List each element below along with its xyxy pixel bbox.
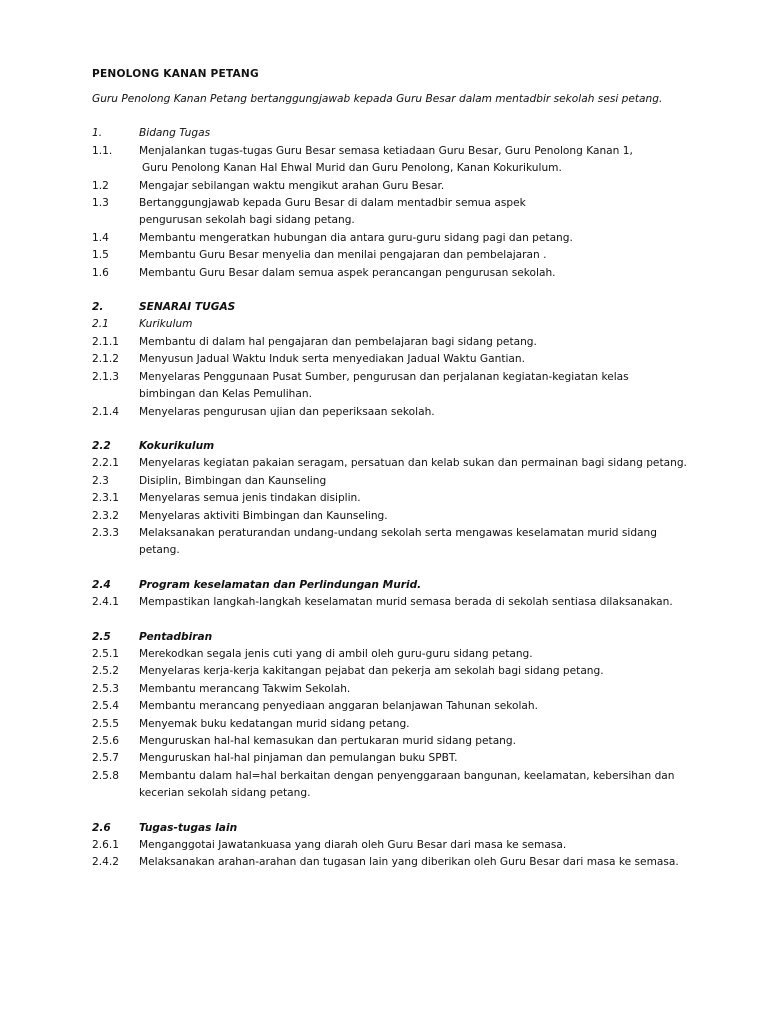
section-number: 2.5 [92,630,111,643]
section-heading: Program keselamatan dan Perlindungan Murid. [139,578,422,591]
document-intro: Guru Penolong Kanan Petang bertanggungjawab kepada Guru Besar dalam mentadbir sekolah sesi petang. [92,93,663,105]
item-number: 2.4.2 [92,856,119,869]
item-number: 2.1.3 [92,370,119,383]
item-text: Mengajar sebilangan waktu mengikut arahan Guru Besar. [139,179,445,192]
item-number: 2.4.1 [92,596,119,609]
item-text: Menyelaras kerja-kerja kakitangan pejabat dan pekerja am sekolah bagi sidang petang. [139,665,604,678]
item-text: Membantu di dalam hal pengajaran dan pembelajaran bagi sidang petang. [139,335,537,348]
item-number: 2.3.3 [92,526,119,539]
section-number: 1. [92,127,103,140]
item-text: Membantu mengeratkan hubungan dia antara guru-guru sidang pagi dan petang. [139,231,573,244]
item-number: 1.4 [92,231,109,244]
item-number: 2.6.1 [92,839,119,852]
section-heading: Pentadbiran [139,630,213,643]
item-number: 2.5.8 [92,769,119,782]
item-number: 2.5.4 [92,700,119,713]
section-kokurikulum [92,438,732,560]
item-number: 2.5.3 [92,682,119,695]
list-item [92,716,732,733]
item-text: Melaksanakan arahan-arahan dan tugasan lain yang diberikan oleh Guru Besar dari masa ke semasa. [139,856,679,869]
item-continuation: Guru Penolong Kanan Hal Ehwal Murid dan Guru Penolong, Kanan Kokurikulum. [142,162,562,175]
item-text: Menyusun Jadual Waktu Induk serta menyediakan Jadual Waktu Gantian. [139,353,525,366]
list-item [92,265,732,282]
item-number: 2.5.1 [92,647,119,660]
list-item [92,681,732,698]
list-item [92,698,732,715]
document-title: PENOLONG KANAN PETANG [92,68,259,80]
list-item [92,369,732,386]
item-text: Membantu merancang Takwim Sekolah. [139,682,351,695]
section-heading-row [92,577,732,594]
subsection-heading: Kurikulum [139,318,193,331]
list-item [92,473,732,490]
item-continuation: pengurusan sekolah bagi sidang petang. [139,214,355,227]
item-text: Bertanggungjawab kepada Guru Besar di dalam mentadbir semua aspek [139,197,526,210]
list-item [92,768,732,785]
item-continuation: kecerian sekolah sidang petang. [139,787,311,800]
item-text: Menganggotai Jawatankuasa yang diarah oleh Guru Besar dari masa ke semasa. [139,839,567,852]
item-number: 1.3 [92,197,109,210]
item-text: Mempastikan langkah-langkah keselamatan murid semasa berada di sekolah sentiasa dilaksanakan. [139,596,673,609]
list-item [92,854,732,871]
item-number: 2.1.2 [92,353,119,366]
item-number: 2.3.2 [92,509,119,522]
item-text: Menyelaras Penggunaan Pusat Sumber, pengurusan dan perjalanan kegiatan-kegiatan kelas [139,370,629,383]
section-heading-row [92,125,732,142]
item-text: Merekodkan segala jenis cuti yang di ambil oleh guru-guru sidang petang. [139,647,533,660]
list-item [92,351,732,368]
item-text: Melaksanakan peraturandan undang-undang sekolah serta mengawas keselamatan murid sidang [139,526,657,539]
item-text: Menyelaras semua jenis tindakan disiplin. [139,492,361,505]
list-item [92,508,732,525]
list-item [92,646,732,663]
section-heading-row [92,299,732,316]
item-text: Membantu Guru Besar menyelia dan menilai pengajaran dan pembelajaran . [139,249,547,262]
list-item [92,837,732,854]
list-item [92,230,732,247]
item-text: Menyelaras kegiatan pakaian seragam, persatuan dan kelab sukan dan permainan bagi sidang petang. [139,457,687,470]
list-item [92,525,732,542]
item-number: 2.5.7 [92,752,119,765]
item-number: 1.6 [92,266,109,279]
list-item [92,490,732,507]
list-item [92,404,732,421]
document-page [92,66,732,889]
list-item [92,663,732,680]
item-text: Menyemak buku kedatangan murid sidang petang. [139,717,410,730]
section-program-keselamatan [92,577,732,612]
item-text: Menguruskan hal-hal pinjaman dan pemulangan buku SPBT. [139,752,458,765]
item-text: Membantu dalam hal=hal berkaitan dengan penyenggaraan bangunan, keelamatan, kebersihan dan [139,769,675,782]
section-heading-row [92,438,732,455]
item-text: Membantu merancang penyediaan anggaran belanjawan Tahunan sekolah. [139,700,538,713]
section-heading: SENARAI TUGAS [139,301,236,314]
item-number: 2.1.4 [92,405,119,418]
section-heading: Bidang Tugas [139,127,211,140]
item-number: 2.5.2 [92,665,119,678]
section-number: 2. [92,301,104,314]
section-pentadbiran [92,629,732,803]
section-heading-row [92,820,732,837]
item-number: 1.2 [92,179,109,192]
section-heading: Kokurikulum [139,439,215,452]
item-text: Disiplin, Bimbingan dan Kaunseling [139,474,327,487]
item-text: Menyelaras aktiviti Bimbingan dan Kaunseling. [139,509,388,522]
section-number: 2.6 [92,821,111,834]
item-text: Menguruskan hal-hal kemasukan dan pertukaran murid sidang petang. [139,735,516,747]
section-heading-row [92,629,732,646]
subsection-heading-row [92,316,732,333]
list-item [92,178,732,195]
section-bidang-tugas [92,125,732,282]
list-item [92,750,732,767]
list-item [92,195,732,212]
list-item [92,455,732,472]
item-number: 1.5 [92,249,109,262]
item-number: 2.3 [92,474,109,487]
item-number: 2.5.5 [92,717,119,730]
subsection-number: 2.1 [92,318,109,331]
item-number: 2.1.1 [92,335,119,348]
section-senarai-tugas [92,299,732,421]
list-item [92,334,732,351]
item-number: 2.3.1 [92,492,119,505]
item-text: Menjalankan tugas-tugas Guru Besar semasa ketiadaan Guru Besar, Guru Penolong Kanan 1, [139,144,633,157]
item-number: 2.2.1 [92,457,119,470]
list-item [92,594,732,611]
item-text: Menyelaras pengurusan ujian dan peperiksaan sekolah. [139,405,435,418]
item-continuation: bimbingan dan Kelas Pemulihan. [139,388,312,401]
list-item [92,733,732,750]
item-text: Membantu Guru Besar dalam semua aspek perancangan pengurusan sekolah. [139,266,556,279]
section-number: 2.4 [92,578,111,591]
item-number: 1.1. [92,144,113,157]
item-number: 2.5.6 [92,735,119,747]
section-heading: Tugas-tugas lain [139,821,238,834]
section-tugas-lain [92,820,732,872]
item-continuation: petang. [139,544,180,557]
list-item [92,247,732,264]
section-number: 2.2 [92,439,111,452]
list-item [92,143,732,160]
